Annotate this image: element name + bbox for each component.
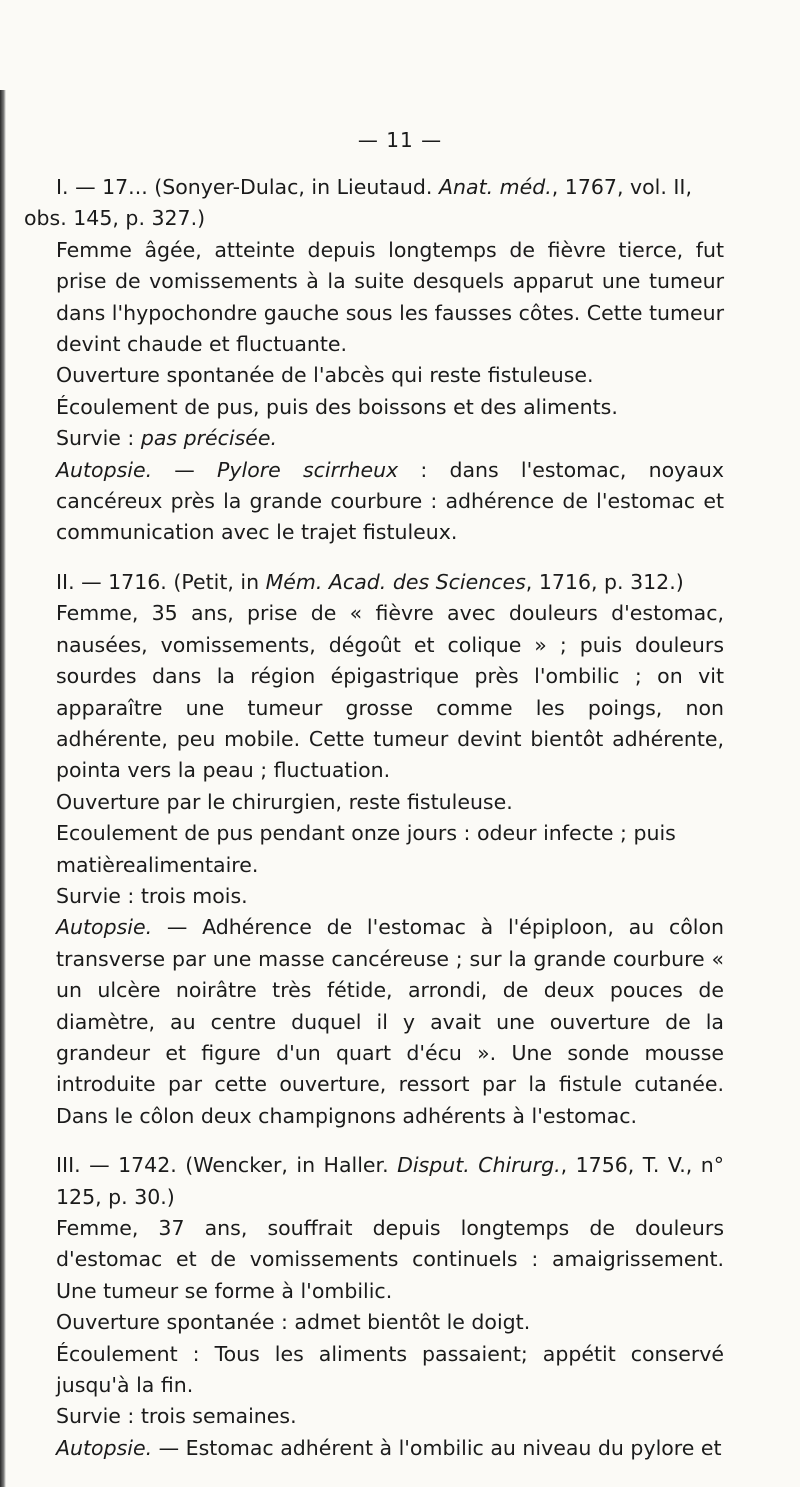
observation-2-description: Femme, 35 ans, prise de « fièvre avec douleurs d'estomac, nausées, vomissements, dégoût et colique » ; puis douleurs sourdes dans la région épigastrique près l'ombilic ; on vit apparaître une tumeur grosse comme les poings, non adhérente, peu mobile. Cette tumeur devint bientôt adhérente, pointa vers la peau ; fluctuation. <box>56 601 724 783</box>
autopsy-label: Autopsie. <box>56 1435 153 1460</box>
source-work-title: Mém. Acad. des Sciences <box>265 569 526 594</box>
observation-1-discharge: Écoulement de pus, puis des boissons et des aliments. <box>56 394 618 419</box>
observation-1-description: Femme âgée, atteinte depuis longtemps de fièvre tierce, fut prise de vomissements à la suite desquels apparut une tumeur dans l'hypochondre gauche sous les fausses côtes. Cette tumeur devint chaude et fluctuante. <box>56 237 724 357</box>
observation-2-survival: Survie : trois mois. <box>56 883 248 908</box>
observation-1-header: I. — 17... (Sonyer-Dulac, in Lieutaud. Anat. méd., 1767, vol. II, <box>56 175 692 199</box>
observation-1-survival: Survie : pas précisée. <box>56 426 278 451</box>
observation-3-header: III. — 1742. (Wencker, in Haller. Disput. Chirurg., 1756, T. V., n° 125, p. 30.) <box>56 1153 724 1209</box>
observation-1-opening: Ouverture spontanée de l'abcès qui reste fistuleuse. <box>56 363 594 388</box>
observation-3-autopsy: Autopsie. — Estomac adhérent à l'ombilic au niveau du pylore et <box>56 1435 722 1460</box>
observation-1-autopsy: Autopsie. — Pylore scirrheux : dans l'estomac, noyaux cancéreux près la grande courbure : adhérence de l'estomac et communication avec le trajet fistuleux. <box>56 457 724 545</box>
observation-3-opening: Ouverture spontanée : admet bientôt le doigt. <box>56 1310 531 1335</box>
observation-3 <box>24 1150 724 1464</box>
page-number: — 11 — <box>357 128 443 152</box>
observation-3-discharge: Écoulement : Tous les aliments passaient; appétit conservé jusqu'à la fin. <box>56 1341 724 1398</box>
autopsy-label: Autopsie. <box>56 457 153 482</box>
observation-2 <box>24 567 724 1132</box>
observation-1-header-continued: obs. 145, p. 327.) <box>24 206 206 231</box>
autopsy-label: Autopsie. <box>56 915 153 940</box>
observation-2-header: II. — 1716. (Petit, in Mém. Acad. des Sciences, 1716, p. 312.) <box>56 569 684 594</box>
observation-3-survival: Survie : trois semaines. <box>56 1404 297 1429</box>
observation-1 <box>24 172 724 549</box>
page-binding-edge <box>0 90 6 1487</box>
observation-2-autopsy: Autopsie. — Adhérence de l'estomac à l'épiploon, au côlon transverse par une masse cancéreuse ; sur la grande courbure « un ulcère noirâtre très fétide, arrondi, de deux pouces de diamètre, au centre duquel il y avait une ouverture de la grandeur et figure d'un quart d'écu ». Une sonde mousse introduite par cette ouverture, ressort par la fistule cutanée. Dans le côlon deux champignons adhérents à l'estomac. <box>56 915 724 1128</box>
document-body <box>24 172 724 1482</box>
source-work-title: Anat. méd. <box>438 175 552 199</box>
source-work-title: Disput. Chirurg. <box>397 1153 561 1178</box>
observation-2-discharge: Ecoulement de pus pendant onze jours : odeur infecte ; puis matièrealimentaire. <box>56 821 676 877</box>
observation-3-description: Femme, 37 ans, souffrait depuis longtemps de douleurs d'estomac et de vomissements continuels : amaigrissement. Une tumeur se forme à l'ombilic. <box>56 1216 724 1303</box>
observation-2-opening: Ouverture par le chirurgien, reste fistuleuse. <box>56 789 513 814</box>
